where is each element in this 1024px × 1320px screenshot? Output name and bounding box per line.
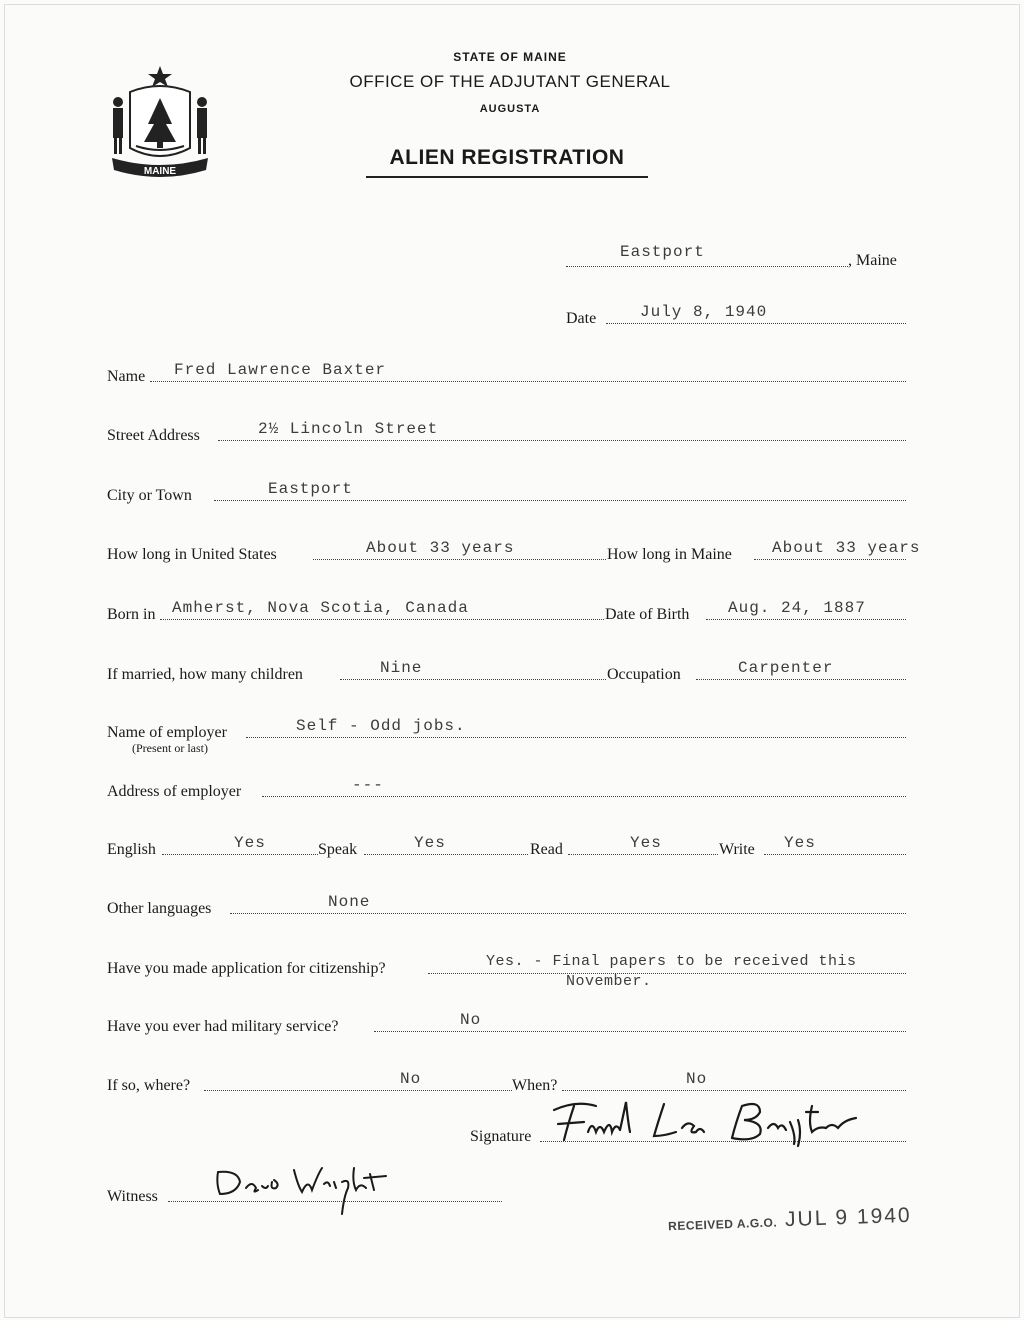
employer-label: Name of employer bbox=[107, 724, 227, 741]
stamp-date: JUL 9 1940 bbox=[784, 1203, 913, 1232]
employer-address-line bbox=[262, 796, 906, 797]
witness-label: Witness bbox=[107, 1188, 158, 1205]
read-line bbox=[568, 854, 718, 855]
born-in-label: Born in bbox=[107, 606, 156, 623]
us-duration-line bbox=[313, 559, 606, 560]
when-label: When? bbox=[512, 1077, 558, 1094]
where-label: If so, where? bbox=[107, 1077, 191, 1094]
place-line bbox=[566, 266, 848, 267]
maine-duration-value: About 33 years bbox=[772, 539, 921, 557]
read-value: Yes bbox=[630, 834, 662, 852]
where-value: No bbox=[400, 1070, 422, 1088]
maine-state-seal bbox=[108, 62, 212, 186]
place-suffix: , Maine bbox=[848, 252, 897, 269]
when-value: No bbox=[686, 1070, 708, 1088]
city-line bbox=[214, 500, 906, 501]
street-line bbox=[218, 440, 906, 441]
dob-label: Date of Birth bbox=[605, 606, 690, 623]
street-label: Street Address bbox=[107, 427, 200, 444]
english-label: English bbox=[107, 841, 156, 858]
born-in-line bbox=[160, 619, 604, 620]
citizenship-line bbox=[428, 973, 906, 974]
form-title: ALIEN REGISTRATION bbox=[366, 146, 648, 178]
when-line bbox=[562, 1090, 906, 1091]
citizenship-label: Have you made application for citizenship? bbox=[107, 960, 386, 977]
english-value: Yes bbox=[234, 834, 266, 852]
english-line bbox=[162, 854, 318, 855]
maine-duration-label: How long in Maine bbox=[607, 546, 732, 563]
where-line bbox=[204, 1090, 512, 1091]
header-state: STATE OF MAINE bbox=[453, 50, 567, 64]
maine-duration-line bbox=[754, 559, 906, 560]
citizenship-value-line1: Yes. - Final papers to be received this bbox=[486, 953, 857, 970]
header-city: AUGUSTA bbox=[479, 103, 541, 115]
speak-line bbox=[364, 854, 528, 855]
employer-value: Self - Odd jobs. bbox=[296, 717, 466, 735]
name-line bbox=[150, 381, 906, 382]
us-duration-label: How long in United States bbox=[107, 546, 277, 563]
place-value: Eastport bbox=[620, 243, 705, 261]
speak-value: Yes bbox=[414, 834, 446, 852]
dob-value: Aug. 24, 1887 bbox=[728, 599, 866, 617]
occupation-label: Occupation bbox=[607, 666, 681, 683]
military-value: No bbox=[460, 1011, 482, 1029]
name-label: Name bbox=[107, 368, 146, 385]
applicant-signature bbox=[546, 1092, 876, 1148]
read-label: Read bbox=[530, 841, 563, 858]
city-value: Eastport bbox=[268, 480, 353, 498]
write-value: Yes bbox=[784, 834, 816, 852]
us-duration-value: About 33 years bbox=[366, 539, 515, 557]
signature-label: Signature bbox=[470, 1128, 532, 1145]
military-line bbox=[374, 1031, 906, 1032]
witness-signature bbox=[210, 1160, 410, 1220]
stamp-prefix: RECEIVED A.G.O. bbox=[667, 1215, 778, 1234]
other-languages-value: None bbox=[328, 893, 371, 911]
speak-label: Speak bbox=[318, 841, 358, 858]
citizenship-value-line2: November. bbox=[566, 973, 652, 990]
date-label: Date bbox=[566, 310, 597, 327]
street-value: 2½ Lincoln Street bbox=[258, 420, 439, 438]
write-line bbox=[764, 854, 906, 855]
other-languages-label: Other languages bbox=[107, 900, 212, 917]
other-languages-line bbox=[230, 913, 906, 914]
date-line bbox=[606, 323, 906, 324]
employer-address-label: Address of employer bbox=[107, 783, 242, 800]
military-label: Have you ever had military service? bbox=[107, 1018, 339, 1035]
children-value: Nine bbox=[380, 659, 423, 677]
header-office: OFFICE OF THE ADJUTANT GENERAL bbox=[349, 72, 671, 91]
employer-sublabel: (Present or last) bbox=[132, 741, 208, 755]
city-label: City or Town bbox=[107, 487, 192, 504]
name-value: Fred Lawrence Baxter bbox=[174, 361, 387, 379]
employer-address-value: --- bbox=[352, 776, 384, 794]
occupation-line bbox=[696, 679, 906, 680]
date-value: July 8, 1940 bbox=[640, 303, 768, 321]
children-line bbox=[340, 679, 606, 680]
children-label: If married, how many children bbox=[107, 666, 303, 683]
seal-lettering: MAINE bbox=[143, 166, 177, 177]
dob-line bbox=[706, 619, 906, 620]
employer-line bbox=[246, 737, 906, 738]
born-in-value: Amherst, Nova Scotia, Canada bbox=[172, 599, 469, 617]
occupation-value: Carpenter bbox=[738, 659, 834, 677]
write-label: Write bbox=[719, 841, 755, 858]
